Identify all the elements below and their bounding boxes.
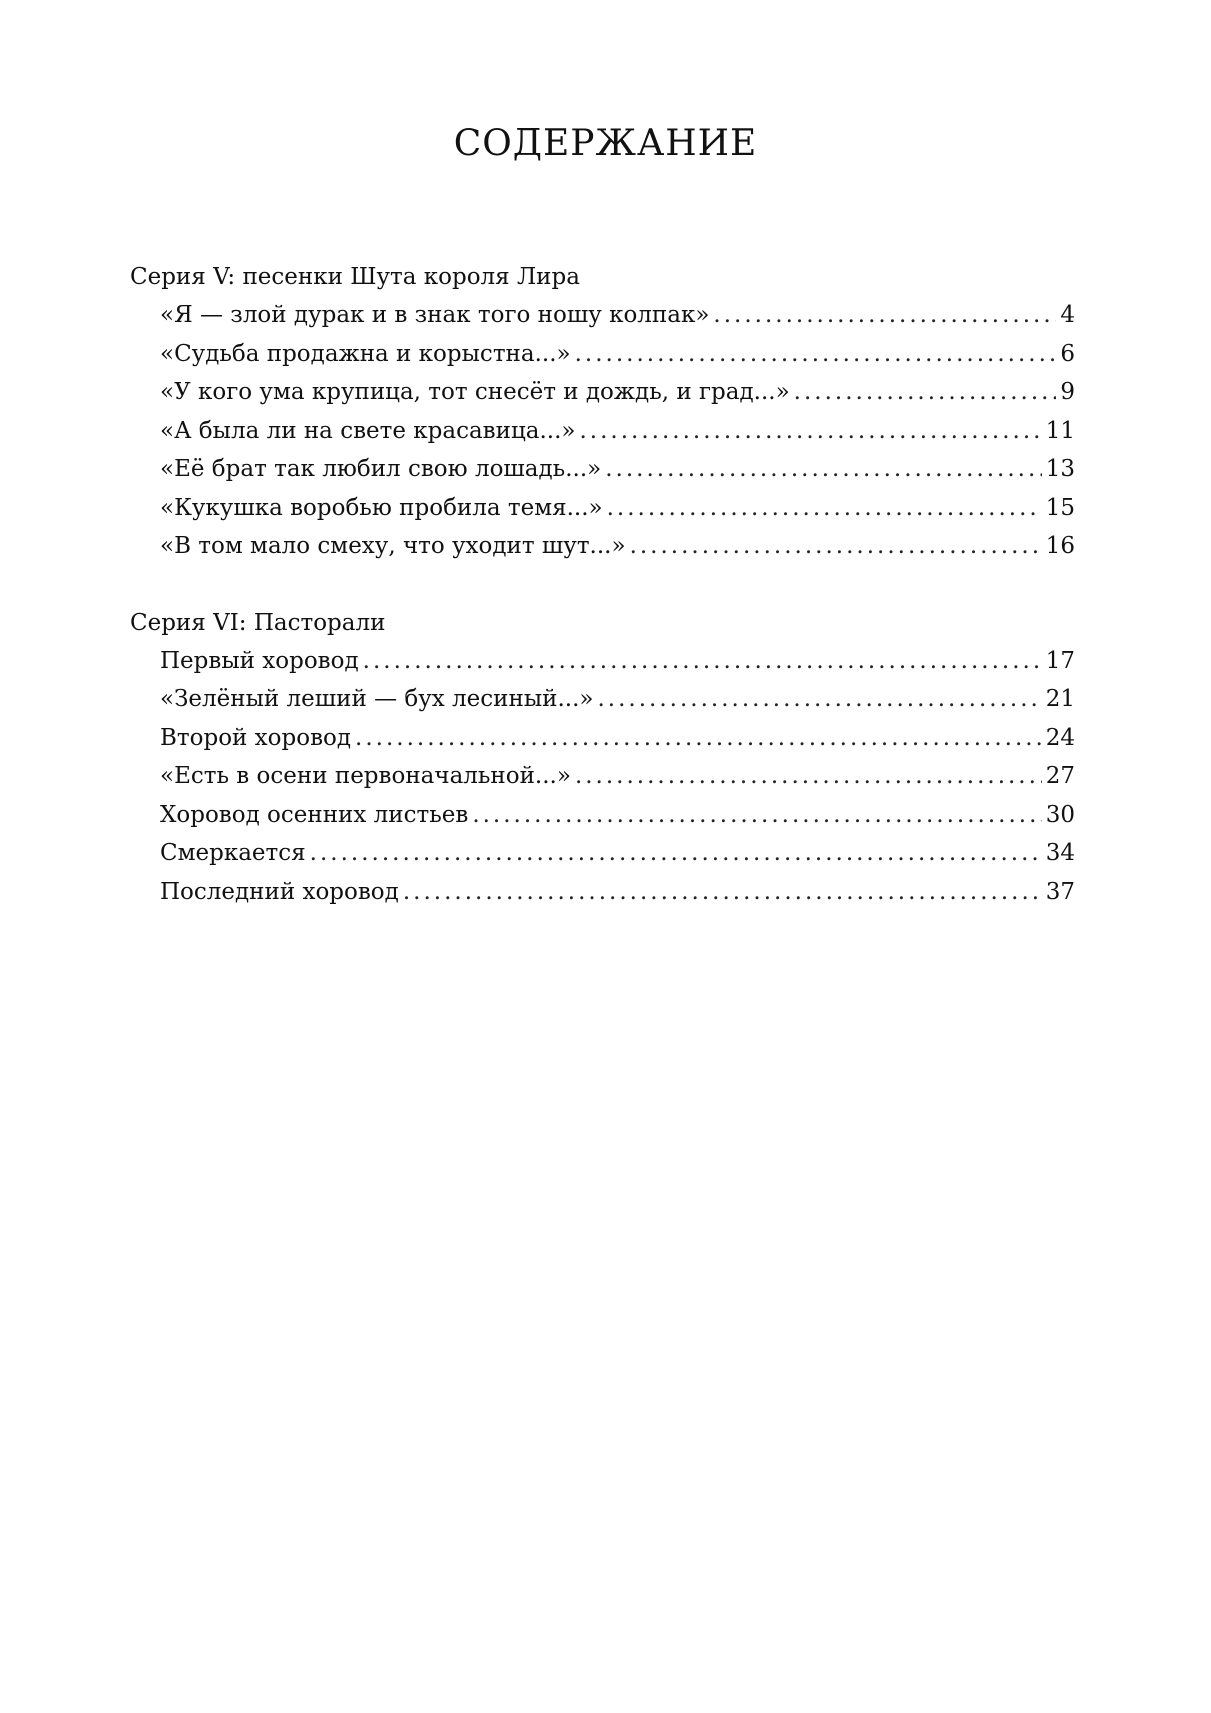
- dot-leader: [794, 373, 1057, 412]
- entry-title: «Кукушка воробью пробила темя...»: [160, 494, 603, 521]
- section-heading: Серия V: песенки Шута короля Лира: [130, 264, 580, 290]
- entry-page-number: 24: [1045, 724, 1075, 751]
- entry-page-number: 6: [1060, 340, 1075, 367]
- dot-leader: [605, 450, 1042, 489]
- entry-title: «Есть в осени первоначальной...»: [160, 763, 571, 789]
- entry-title: Последний хоровод: [160, 878, 399, 905]
- entry-page-number: 27: [1045, 763, 1075, 789]
- toc-section-series-5: [130, 258, 1075, 566]
- dot-leader: [310, 834, 1042, 873]
- toc-entry[interactable]: [160, 757, 1075, 796]
- toc-entry[interactable]: [160, 527, 1075, 566]
- dot-leader: [630, 527, 1042, 566]
- entry-title: «А была ли на свете красавица...»: [160, 417, 576, 444]
- table-of-contents: [130, 258, 1075, 949]
- toc-entry[interactable]: [160, 834, 1075, 873]
- toc-entry[interactable]: [160, 450, 1075, 489]
- entry-title: Первый хоровод: [160, 647, 359, 674]
- entry-page-number: 17: [1045, 647, 1075, 674]
- dot-leader: [575, 335, 1057, 374]
- dot-leader: [597, 680, 1041, 719]
- entry-page-number: 13: [1045, 456, 1075, 482]
- dot-leader: [607, 489, 1042, 528]
- toc-entry[interactable]: [160, 489, 1075, 528]
- entry-title: «У кого ума крупица, тот снесёт и дождь, и град...»: [160, 379, 790, 405]
- dot-leader: [575, 757, 1042, 796]
- dot-leader: [713, 296, 1056, 335]
- dot-leader: [355, 719, 1042, 758]
- toc-entry[interactable]: [160, 873, 1075, 912]
- toc-entry[interactable]: [160, 335, 1075, 374]
- entry-page-number: 34: [1045, 840, 1075, 866]
- entry-page-number: 16: [1045, 533, 1075, 559]
- toc-entry[interactable]: [160, 719, 1075, 758]
- entry-page-number: 11: [1045, 417, 1075, 444]
- toc-section-series-6: [130, 604, 1075, 912]
- entry-page-number: 21: [1045, 686, 1075, 712]
- entry-title: «Её брат так любил свою лошадь...»: [160, 456, 602, 482]
- entry-title: Хоровод осенних листьев: [160, 801, 469, 828]
- entry-title: «В том мало смеху, что уходит шут...»: [160, 533, 626, 559]
- section-heading: Серия VI: Пасторали: [130, 609, 386, 636]
- entry-page-number: 9: [1060, 379, 1075, 405]
- toc-entry[interactable]: [160, 680, 1075, 719]
- entry-page-number: 15: [1045, 494, 1075, 521]
- dot-leader: [403, 873, 1042, 912]
- entry-title: Второй хоровод: [160, 724, 352, 751]
- entry-title: «Зелёный леший — бух лесиный...»: [160, 686, 594, 712]
- toc-entry[interactable]: [160, 796, 1075, 835]
- entry-page-number: 30: [1045, 801, 1075, 828]
- toc-entry[interactable]: [160, 642, 1075, 681]
- entry-title: «Я — злой дурак и в знак того ношу колпак»: [160, 302, 710, 328]
- entry-page-number: 4: [1060, 302, 1075, 328]
- dot-leader: [579, 412, 1041, 451]
- dot-leader: [472, 796, 1041, 835]
- entry-title: Смеркается: [160, 840, 306, 866]
- page-title: СОДЕРЖАНИЕ: [453, 123, 758, 164]
- entry-title: «Судьба продажна и корыстна...»: [160, 340, 571, 367]
- toc-entry[interactable]: [160, 296, 1075, 335]
- dot-leader: [363, 642, 1042, 681]
- entry-page-number: 37: [1045, 878, 1075, 905]
- toc-entry[interactable]: [160, 373, 1075, 412]
- toc-entry[interactable]: [160, 412, 1075, 451]
